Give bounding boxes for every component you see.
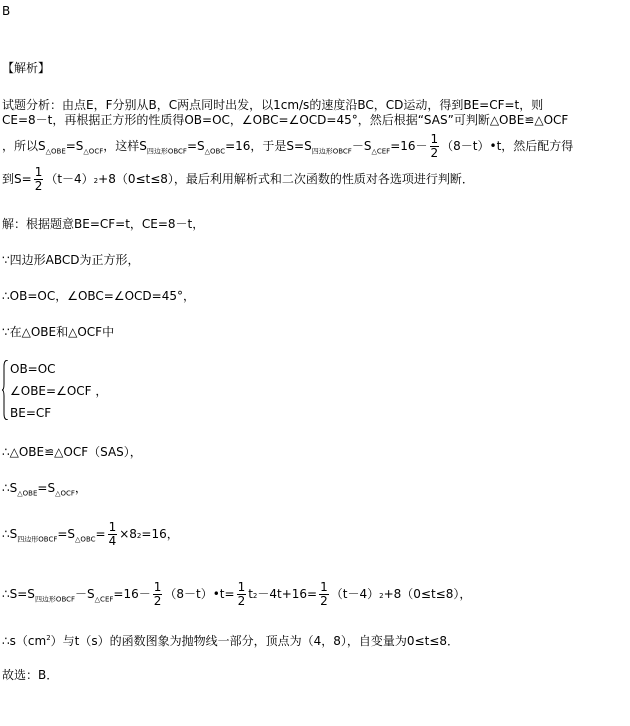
text: ∴s（cm bbox=[2, 634, 47, 648]
text: （8－t）•t= bbox=[164, 587, 235, 601]
text: ∴S=S bbox=[2, 587, 35, 601]
subscript: △CEF bbox=[94, 595, 114, 604]
analysis-line-3 bbox=[2, 133, 573, 160]
fraction-denominator: 2 bbox=[430, 146, 439, 160]
text: 到S= bbox=[2, 172, 32, 186]
subscript: △OBC bbox=[75, 535, 96, 544]
fraction-denominator: 2 bbox=[320, 594, 328, 608]
subscript: △OCF bbox=[83, 147, 104, 156]
solution-line-7 bbox=[2, 521, 179, 548]
text: ，这样S bbox=[103, 139, 147, 153]
subscript: △CEF bbox=[371, 147, 391, 156]
analysis-line-2: CE=8－t，再根据正方形的性质得OB=OC，∠OBC=∠OCD=45°，然后根据“SAS”可判断△OBE≌△OCF bbox=[2, 113, 569, 127]
solution-line-2: ∵四边形ABCD为正方形， bbox=[2, 253, 140, 267]
fraction-numerator: 1 bbox=[237, 580, 246, 594]
fraction-denominator: 2 bbox=[34, 179, 43, 193]
fraction-numerator: 1 bbox=[108, 520, 117, 534]
text: =16， bbox=[141, 527, 179, 541]
fraction bbox=[153, 581, 163, 608]
solution-line-4: ∵在△OBE和△OCF中 bbox=[2, 325, 115, 339]
subscript: 四边形OBCF bbox=[311, 147, 352, 156]
fraction bbox=[237, 581, 247, 608]
text: ， bbox=[74, 481, 87, 495]
text: ∴S bbox=[2, 527, 18, 541]
system-equation-2: ∠OBE=∠OCF ， bbox=[10, 384, 108, 398]
fraction-numerator: 1 bbox=[320, 580, 328, 594]
text: +8（0≤t≤8）， bbox=[383, 587, 472, 601]
subscript: △OCF bbox=[55, 489, 75, 498]
fraction-numerator: 1 bbox=[153, 580, 162, 594]
solution-line-3: ∴OB=OC，∠OBC=∠OCD=45°， bbox=[2, 289, 195, 303]
text: －S bbox=[351, 139, 372, 153]
subscript: 四边形OBCF bbox=[146, 147, 187, 156]
fraction bbox=[430, 133, 440, 160]
answer-label: B bbox=[2, 4, 11, 18]
solution-line-10: 故选：B． bbox=[2, 668, 59, 682]
subscript: △OBC bbox=[204, 147, 226, 156]
solution-line-1: 解：根据题意BE=CF=t，CE=8－t， bbox=[2, 217, 205, 231]
text: （t－4） bbox=[45, 172, 94, 186]
left-brace-icon bbox=[2, 360, 8, 420]
system-equation-3: BE=CF bbox=[10, 406, 52, 420]
fraction-numerator: 1 bbox=[430, 132, 439, 146]
superscript: 2 bbox=[379, 592, 384, 600]
text: =16－ bbox=[390, 139, 428, 153]
subscript: 四边形OBCF bbox=[17, 535, 58, 544]
text: （8－t）•t，然后配方得 bbox=[441, 139, 574, 153]
text: －S bbox=[75, 587, 95, 601]
text: －4t+16= bbox=[257, 587, 318, 601]
text: =S bbox=[57, 527, 76, 541]
text: =S bbox=[186, 139, 205, 153]
solution-line-6 bbox=[2, 481, 87, 500]
superscript: 2 bbox=[136, 532, 142, 540]
fraction-denominator: 4 bbox=[108, 534, 117, 548]
text: t bbox=[248, 587, 253, 601]
superscript: 2 bbox=[93, 177, 99, 185]
subscript: 四边形OBCF bbox=[34, 595, 76, 604]
text: ）与t（s）的函数图象为抛物线一部分，顶点为（4，8），自变量为0≤t≤8． bbox=[50, 634, 459, 648]
analysis-line-1: 试题分析：由点E，F分别从B，C两点同时出发，以1cm/s的速度沿BC，CD运动，得到BE=CF=t，则 bbox=[2, 98, 544, 112]
superscript: 2 bbox=[46, 634, 51, 642]
subscript: △OBE bbox=[17, 489, 38, 498]
text: =16－ bbox=[113, 587, 151, 601]
fraction-denominator: 2 bbox=[237, 594, 246, 608]
fraction-denominator: 2 bbox=[153, 594, 162, 608]
fraction bbox=[108, 521, 118, 548]
fraction-numerator: 1 bbox=[34, 165, 43, 179]
system-equation-1: OB=OC bbox=[10, 362, 56, 376]
text: ×8 bbox=[119, 527, 137, 541]
text: （t－4） bbox=[330, 587, 380, 601]
analysis-heading: 【解析】 bbox=[2, 61, 51, 75]
text: +8（0≤t≤8），最后利用解析式和二次函数的性质对各选项进行判断． bbox=[98, 172, 474, 186]
solution-line-5: ∴△OBE≌△OCF（SAS）， bbox=[2, 445, 142, 459]
fraction bbox=[34, 166, 44, 193]
solution-line-9 bbox=[2, 631, 459, 648]
text: =S bbox=[37, 481, 56, 495]
fraction bbox=[319, 581, 329, 608]
analysis-line-4 bbox=[2, 166, 474, 193]
text: =16，于是S=S bbox=[225, 139, 312, 153]
superscript: 2 bbox=[252, 592, 258, 600]
text: ∴S bbox=[2, 481, 18, 495]
text: = bbox=[95, 527, 106, 541]
solution-line-8 bbox=[2, 581, 471, 608]
text: ，所以S bbox=[2, 139, 46, 153]
subscript: △OBE bbox=[45, 147, 66, 156]
text: =S bbox=[65, 139, 84, 153]
